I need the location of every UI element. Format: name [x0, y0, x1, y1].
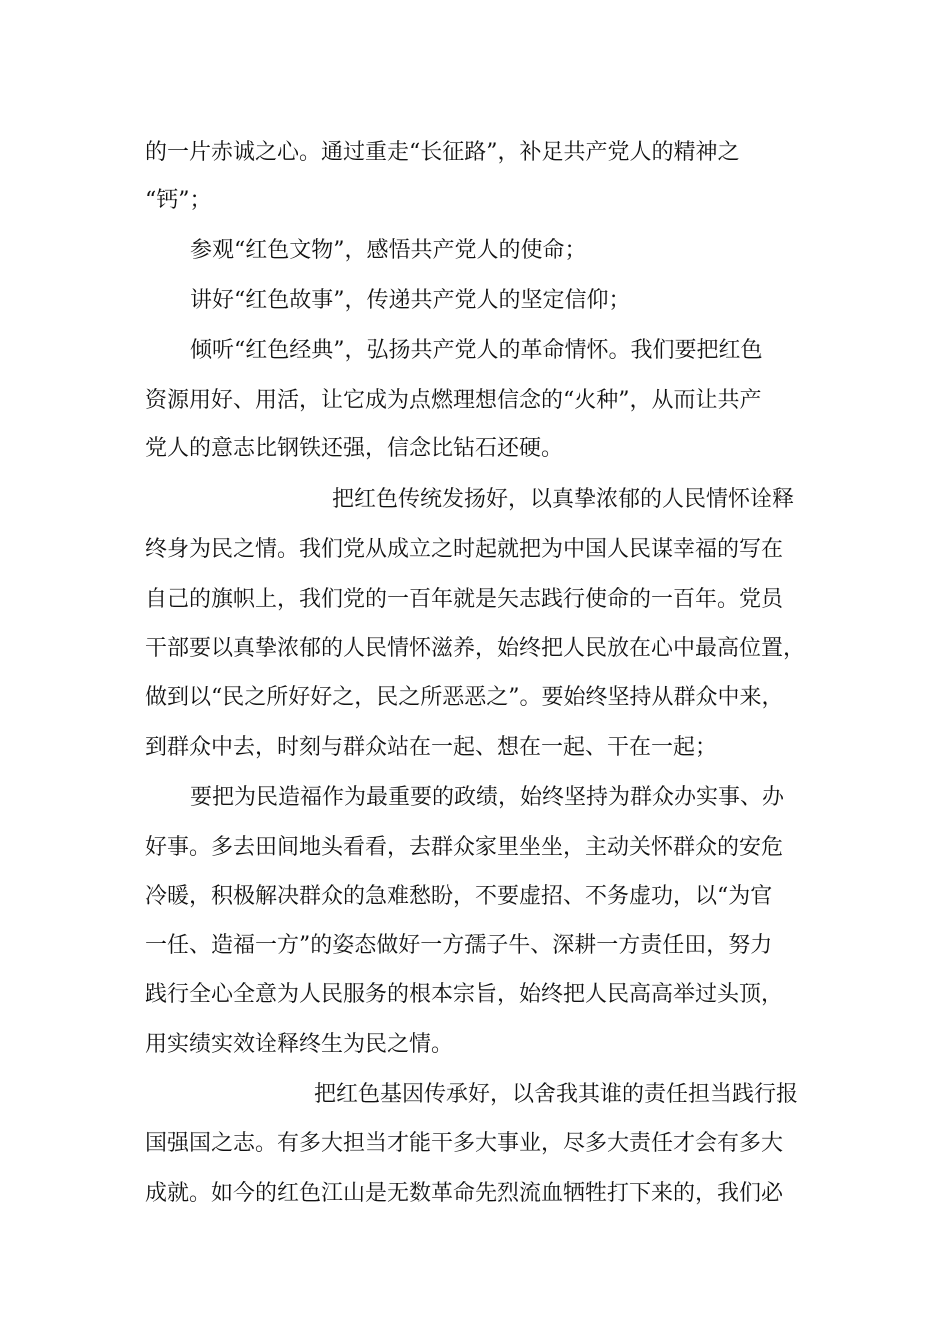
text-line: 到群众中去，时刻与群众站在一起、想在一起、干在一起；: [145, 735, 718, 760]
text-line: 要把为民造福作为最重要的政绩，始终坚持为群众办实事、办: [190, 785, 785, 810]
text-line: 党人的意志比钢铁还强，信念比钻石还硬。: [145, 436, 564, 461]
text-line: 倾听“红色经典”，弘扬共产党人的革命情怀。我们要把红色: [190, 338, 763, 363]
text-line: 好事。多去田间地头看看，去群众家里坐坐，主动关怀群众的安危: [145, 835, 784, 860]
text-line: 的一片赤诚之心。通过重走“长征路”，补足共产党人的精神之: [145, 140, 740, 165]
text-line: 成就。如今的红色江山是无数革命先烈流血牺牲打下来的，我们必: [145, 1181, 784, 1206]
text-line: 参观“红色文物”，感悟共产党人的使命；: [190, 238, 587, 263]
text-line: 讲好“红色故事”，传递共产党人的坚定信仰；: [190, 288, 631, 313]
text-line: 冷暖，积极解决群众的急难愁盼，不要虚招、不务虚功，以“为官: [145, 884, 773, 909]
text-line: 国强国之志。有多大担当才能干多大事业，尽多大责任才会有多大: [145, 1131, 784, 1156]
text-line: 做到以“民之所好好之，民之所恶恶之”。要始终坚持从群众中来，: [145, 685, 784, 710]
text-line: 自己的旗帜上，我们党的一百年就是矢志践行使命的一百年。党员: [145, 587, 784, 612]
text-line: 用实绩实效诠释终生为民之情。: [145, 1032, 454, 1057]
text-line: 一任、造福一方”的姿态做好一方孺子牛、深耕一方责任田，努力: [145, 933, 773, 958]
text-line: 终身为民之情。我们党从成立之时起就把为中国人民谋幸福的写在: [145, 537, 784, 562]
text-line: “钙”；: [145, 188, 212, 213]
section-heading-line: 把红色传统发扬好，以真挚浓郁的人民情怀诠释: [332, 487, 795, 512]
section-heading-line: 把红色基因传承好，以舍我其谁的责任担当践行报: [314, 1082, 799, 1107]
text-line: 干部要以真挚浓郁的人民情怀滋养，始终把人民放在心中最高位置，: [145, 636, 806, 661]
text-line: 践行全心全意为人民服务的根本宗旨，始终把人民高高举过头顶，: [145, 982, 784, 1007]
text-line: 资源用好、用活，让它成为点燃理想信念的“火种”，从而让共产: [145, 388, 762, 413]
